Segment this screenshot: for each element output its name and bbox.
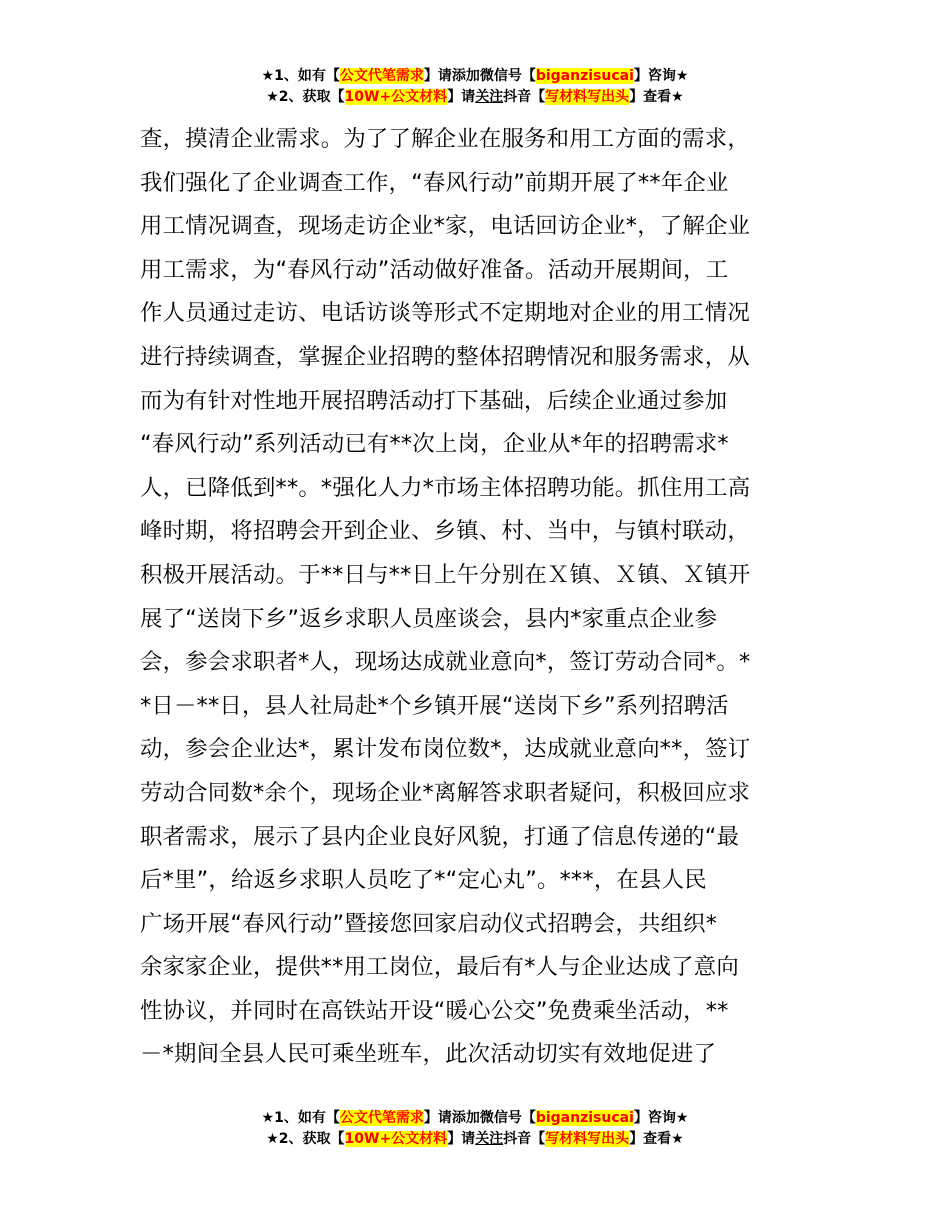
- footer-line-2: [0, 1129, 950, 1150]
- document-body: [140, 118, 820, 1077]
- body-line: 性协议，并同时在高铁站开设“暖心公交”免费乘坐活动，**: [140, 997, 729, 1024]
- footer-banner: [0, 1108, 950, 1150]
- body-line: “春风行动”系列活动已有**次上岗，企业从*年的招聘需求*: [140, 431, 729, 458]
- body-line: 峰时期，将招聘会开到企业、乡镇、村、当中，与镇村联动，: [140, 518, 750, 545]
- header-line-1-prefix: ★1、如有【: [261, 68, 340, 84]
- footer-highlight-ghostwriting: 公文代笔需求: [339, 1110, 424, 1126]
- body-line: 用工情况调查，现场走访企业*家，电话回访企业*，了解企业: [140, 213, 751, 240]
- header-highlight-wechat-id: biganzisucai: [535, 68, 634, 84]
- header-highlight-ghostwriting: 公文代笔需求: [339, 68, 424, 84]
- footer-line-1-prefix: ★1、如有【: [261, 1110, 340, 1126]
- header-line-1: [0, 66, 950, 87]
- footer-highlight-wechat-id: biganzisucai: [535, 1110, 634, 1126]
- body-line: 广场开展“春风行动”暨接您回家启动仪式招聘会，共组织*: [140, 910, 718, 937]
- body-line: 职者需求，展示了县内企业良好风貌，打通了信息传递的“最: [140, 823, 740, 850]
- body-line: 动，参会企业达*，累计发布岗位数*，达成就业意向**，签订: [140, 736, 751, 763]
- header-line-1-suffix: 】咨询★: [633, 68, 689, 84]
- footer-line-2-mid: 】请: [447, 1131, 476, 1147]
- body-line: *日－**日，县人社局赴*个乡镇开展“送岗下乡”系列招聘活: [140, 692, 729, 719]
- header-line-2-mid: 】请: [447, 89, 476, 105]
- body-line: 用工需求，为“春风行动”活动做好准备。活动开展期间，工: [140, 256, 729, 283]
- header-line-2-suffix: 】查看★: [629, 89, 684, 105]
- header-line-2: [0, 87, 950, 108]
- header-line-2-mid2: 抖音【: [503, 89, 546, 105]
- body-line: 会，参会求职者*人，现场达成就业意向*，签订劳动合同*。*: [140, 649, 751, 676]
- footer-line-1-mid: 】请添加微信号【: [423, 1110, 536, 1126]
- body-line: 而为有针对性地开展招聘活动打下基础，后续企业通过参加: [140, 387, 728, 414]
- header-highlight-douyin-account: 写材料写出头: [545, 89, 630, 105]
- body-line: 劳动合同数*余个，现场企业*离解答求职者疑问，积极回应求: [140, 779, 751, 806]
- footer-highlight-douyin-account: 写材料写出头: [545, 1131, 630, 1147]
- body-line: －*期间全县人民可乘坐班车，此次活动切实有效地促进了: [140, 1041, 717, 1068]
- body-line: 查，摸清企业需求。为了了解企业在服务和用工方面的需求，: [140, 126, 750, 152]
- footer-line-1-suffix: 】咨询★: [633, 1110, 689, 1126]
- header-line-1-mid: 】请添加微信号【: [423, 68, 536, 84]
- body-line: 展了“送岗下乡”返乡求职人员座谈会，县内*家重点企业参: [140, 605, 718, 632]
- footer-line-2-suffix: 】查看★: [629, 1131, 684, 1147]
- body-line: 我们强化了企业调查工作，“春风行动”前期开展了**年企业: [140, 169, 729, 196]
- footer-line-2-prefix: ★2、获取【: [266, 1131, 345, 1147]
- body-line: 人，已降低到**。*强化人力*市场主体招聘功能。抓住用工高: [140, 474, 751, 501]
- body-line: 余家家企业，提供**用工岗位，最后有*人与企业达成了意向: [140, 954, 739, 981]
- header-follow-link: 关注: [475, 89, 504, 105]
- body-line: 后*里”，给返乡求职人员吃了*“定心丸”。***，在县人民: [140, 867, 707, 894]
- footer-line-2-mid2: 抖音【: [503, 1131, 546, 1147]
- footer-line-1: [0, 1108, 950, 1129]
- body-line: 积极开展活动。于**日与**日上午分别在Ｘ镇、Ｘ镇、Ｘ镇开: [140, 561, 751, 588]
- body-line: 作人员通过走访、电话访谈等形式不定期地对企业的用工情况: [140, 300, 750, 327]
- header-line-2-prefix: ★2、获取【: [266, 89, 345, 105]
- header-banner: [0, 66, 950, 108]
- header-highlight-materials: 10W+公文材料: [344, 89, 448, 105]
- footer-highlight-materials: 10W+公文材料: [344, 1131, 448, 1147]
- body-line: 进行持续调查，掌握企业招聘的整体招聘情况和服务需求，从: [140, 343, 750, 370]
- footer-follow-link: 关注: [475, 1131, 504, 1147]
